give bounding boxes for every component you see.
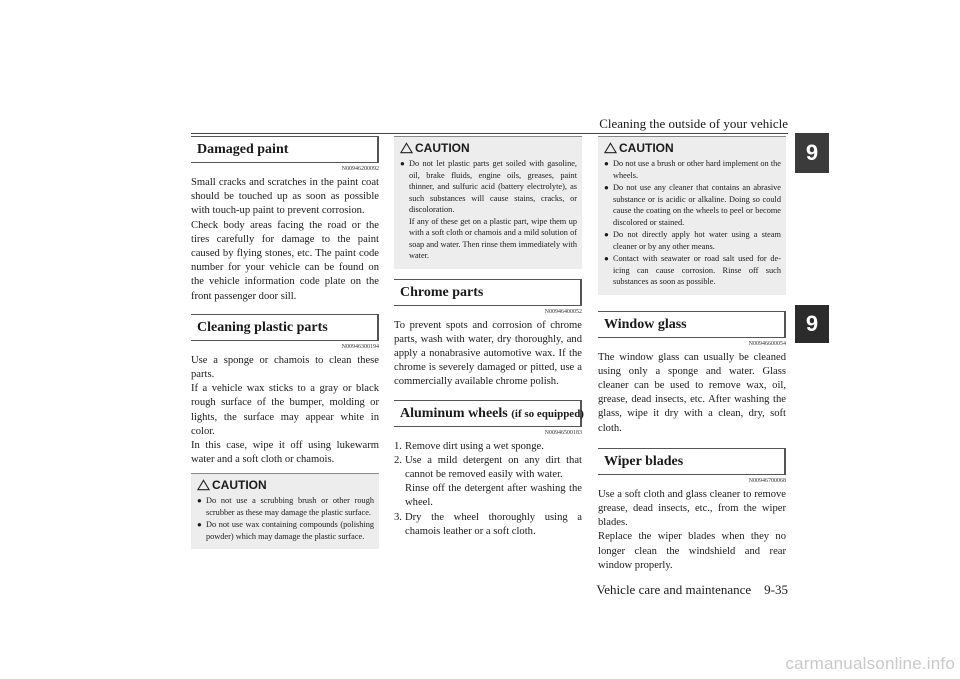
wiper-blades-text: Use a soft cloth and glass cleaner to remove grease, dead insects, etc., from the wiper blades. Replace the wiper blades when they no longer clean the windshield and rear window properly.: [598, 488, 786, 571]
caution-item: ● Contact with seawater or road salt used for de-icing can cause corrosion. Rinse off such substances as soon as possible.: [604, 253, 781, 288]
caution-box: [394, 136, 582, 269]
caution-heading: [197, 478, 374, 492]
step-text: Use a mild detergent on any dirt that cannot be removed easily with water. Rinse off the detergent after washing the wheel.: [405, 454, 582, 509]
chapter-tab-secondary: 9: [795, 305, 829, 343]
aluminum-wheels-suffix: (if so equipped): [511, 407, 584, 420]
step-number: 1.: [394, 440, 402, 452]
section-title-window-glass: Window glass: [598, 311, 786, 338]
page-footer: Vehicle care and maintenance 9-35: [596, 582, 788, 597]
list-item: [394, 454, 582, 511]
list-item: [394, 511, 582, 539]
aluminum-wheels-title: Aluminum wheels: [400, 405, 508, 421]
section-code: N00946700068: [748, 477, 786, 484]
caution-item: ● Do not use a scrubbing brush or other rough scrubber as these may damage the plastic surface.: [197, 495, 374, 518]
step-number: 2.: [394, 454, 402, 466]
wheel-cleaning-steps: [394, 440, 582, 539]
step-number: 3.: [394, 511, 402, 523]
caution-item: ● Do not use a brush or other hard implement on the wheels.: [604, 158, 781, 181]
header-rule: [191, 133, 788, 134]
chapter-tab: 9: [795, 133, 829, 173]
section-code: N00946500183: [544, 429, 582, 436]
caution-box: [191, 473, 379, 549]
section-title-chrome-parts: Chrome parts: [394, 279, 582, 306]
section-title-damaged-paint: Damaged paint: [191, 136, 379, 163]
page-header-title: Cleaning the outside of your vehicle: [599, 116, 788, 131]
caution-label: CAUTION: [619, 141, 674, 155]
caution-item: ● Do not use any cleaner that contains an abrasive substance or is acidic or alkaline. Doing so could cause the coating on the wheels to peel or become discolored or stained.: [604, 182, 781, 228]
damaged-paint-text: Small cracks and scratches in the paint coat should be touched up as soon as possible with touch-up paint to prevent corrosion. Check body areas facing the road or the tires carefully for damage to the paint caused by flying stones, etc. The paint code number for your vehicle can be found on the vehicle information code plate on the front passenger door sill.: [191, 177, 379, 302]
section-code: N00946400052: [544, 308, 582, 315]
section-title-wiper-blades: Wiper blades: [598, 448, 786, 475]
caution-item: ● Do not let plastic parts get soiled with gasoline, oil, brake fluids, engine oils, greases, paint thinner, and sulfuric acid (battery electrolyte), as such substances will cause stains, cracks, or discoloration. If any of these get on a plastic part, wipe them up with a soft cloth or chamois and a mild solution of soap and water. Then rinse them immediately with water.: [400, 158, 577, 262]
watermark: carmanualsonline.info: [785, 654, 955, 673]
section-title-aluminum-wheels: [394, 400, 582, 427]
column-2: [394, 136, 582, 539]
warning-triangle-icon: [604, 142, 617, 154]
chrome-parts-text: To prevent spots and corrosion of chrome parts, wash with water, dry thoroughly, and apply a nonabrasive automotive wax. If the chrome is severely damaged or pitted, use a commercially available chrome polish.: [394, 319, 582, 388]
caution-label: CAUTION: [212, 478, 267, 493]
caution-heading: [604, 141, 781, 155]
caution-label: CAUTION: [415, 141, 470, 155]
caution-heading: [400, 141, 577, 155]
column-1: [191, 136, 379, 559]
plastic-parts-text: Use a sponge or chamois to clean these parts. If a vehicle wax sticks to a gray or black rough surface of the bumper, molding or lights, the surface may appear white in color. In this case, wipe it off using lukewarm water and a soft cloth or chamois.: [191, 354, 379, 466]
section-title-plastic-parts: Cleaning plastic parts: [191, 314, 379, 341]
section-code: N00946200092: [341, 166, 379, 172]
column-3: [598, 136, 786, 573]
step-text: Dry the wheel thoroughly using a chamois leather or a soft cloth.: [405, 511, 582, 537]
warning-triangle-icon: [197, 479, 210, 491]
section-code: N00946300194: [341, 343, 379, 350]
caution-item: ● Do not use wax containing compounds (polishing powder) which may damage the plastic surface.: [197, 519, 374, 542]
step-text: Remove dirt using a wet sponge.: [405, 440, 544, 452]
caution-item: ● Do not directly apply hot water using a steam cleaner or by any other means.: [604, 229, 781, 252]
warning-triangle-icon: [400, 142, 413, 154]
list-item: [394, 440, 582, 454]
caution-box: [598, 136, 786, 295]
window-glass-text: The window glass can usually be cleaned using only a sponge and water. Glass cleaner can be used to remove wax, oil, grease, dead insects, etc. After washing the glass, wipe it dry with a clean, dry, soft cloth.: [598, 351, 786, 434]
section-code: N00946600054: [748, 340, 786, 347]
